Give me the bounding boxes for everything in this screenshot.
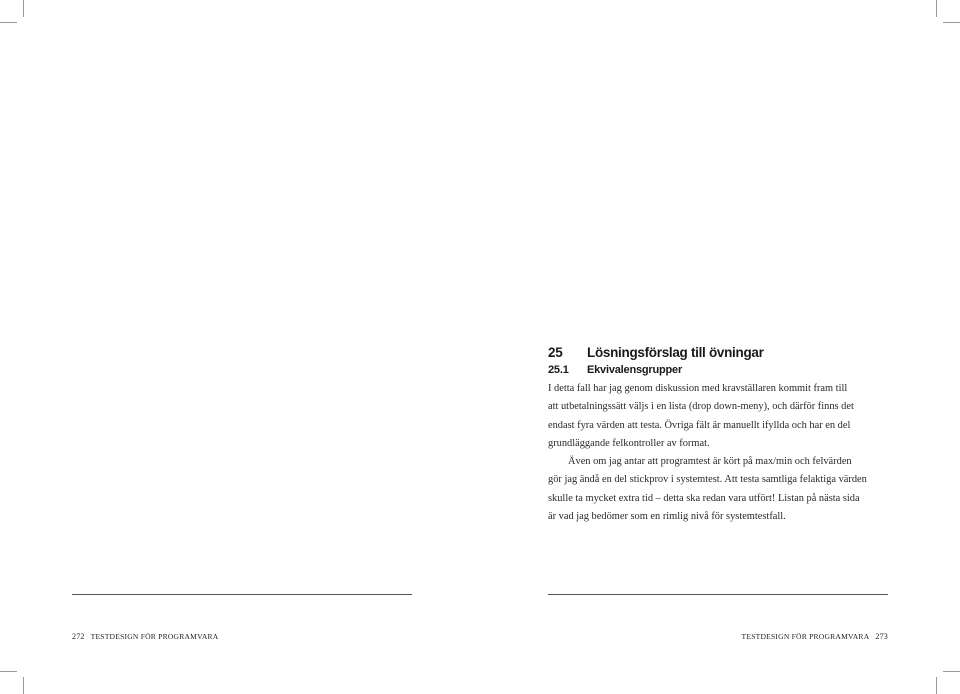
crop-mark (943, 22, 960, 23)
crop-mark (943, 671, 960, 672)
paragraph-line: att utbetalningssätt väljs i en lista (drop down-meny), och därför finns det (548, 401, 854, 413)
paragraph-2 (548, 453, 893, 527)
footer-left (72, 632, 218, 641)
page-number-right: 273 (875, 632, 888, 641)
footer-rule-right (548, 594, 888, 595)
paragraph-line: är vad jag bedömer som en rimlig nivå för systemtestfall. (548, 511, 786, 523)
crop-mark (23, 0, 24, 17)
paragraph-line: skulle ta mycket extra tid – detta ska redan vara utfört! Listan på nästa sida (548, 492, 860, 504)
crop-mark (936, 677, 937, 694)
section-heading (548, 364, 682, 376)
page-number-left: 272 (72, 632, 85, 641)
crop-mark (0, 671, 17, 672)
paragraph-line: grundläggande felkontroller av format. (548, 438, 710, 450)
chapter-heading (548, 345, 764, 360)
chapter-number: 25 (548, 345, 563, 360)
crop-mark (0, 22, 17, 23)
section-number: 25.1 (548, 364, 569, 376)
chapter-title: Lösningsförslag till övningar (587, 345, 764, 360)
crop-mark (936, 0, 937, 17)
footer-rule-left (72, 594, 412, 595)
paragraph-line: Även om jag antar att programtest är kört på max/min och felvärden (568, 456, 852, 467)
footer-right (742, 632, 888, 641)
running-title-right: TESTDESIGN FÖR PROGRAMVARA (741, 632, 870, 641)
paragraph-line: gör jag ändå en del stickprov i systemtest. Att testa samtliga felaktiga värden (548, 474, 867, 486)
paragraph-line: endast fyra värden att testa. Övriga fält är manuellt ifyllda och har en del (548, 419, 851, 431)
section-title: Ekvivalensgrupper (587, 364, 683, 376)
paragraph-line: I detta fall har jag genom diskussion med kravställaren kommit fram till (548, 383, 848, 394)
paragraph-1 (548, 380, 893, 454)
crop-mark (23, 677, 24, 694)
running-title-left: TESTDESIGN FÖR PROGRAMVARA (90, 632, 219, 641)
